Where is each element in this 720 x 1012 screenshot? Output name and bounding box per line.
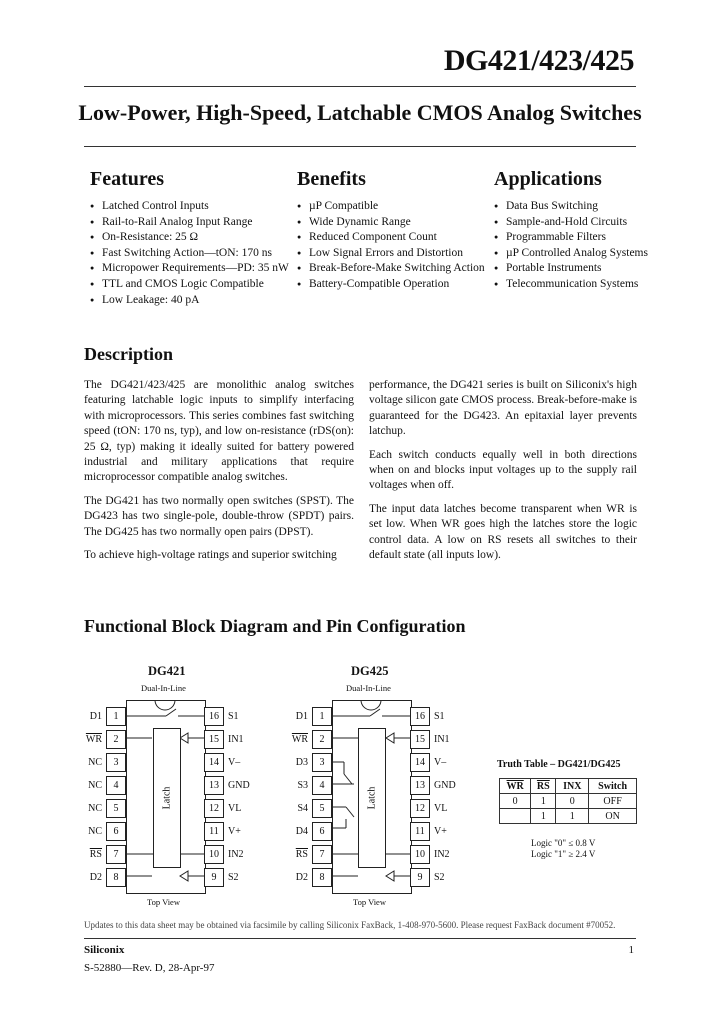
applications-item: ● Data Bus Switching [494,199,648,215]
pin-label: IN1 [228,734,244,745]
pin-number: 13 [410,776,430,795]
table-row [500,809,637,824]
pin-label: S1 [434,711,445,722]
pin-label: S2 [228,872,239,883]
pin-label: V– [228,757,241,768]
page-title: Low-Power, High-Speed, Latchable CMOS Analog Switches [78,100,642,125]
dg425-top-view: Top View [353,897,386,907]
pin-number: 8 [312,868,332,887]
pin-number: 3 [312,753,332,772]
dg421-title: DG421 [148,664,186,678]
pin-number: 16 [204,707,224,726]
features-item: ● TTL and CMOS Logic Compatible [90,277,289,293]
benefits-heading: Benefits [297,168,366,190]
truth-table-cell: 1 [556,809,589,824]
pin-number: 12 [204,799,224,818]
truth-table-cell: 0 [500,794,531,809]
pin-label: V+ [434,826,447,837]
pin-label: D4 [295,826,308,837]
pin-label: NC [88,826,102,837]
pin-label: S2 [434,872,445,883]
truth-table-header: $\overline{WR}$ [500,779,531,794]
title-rule [84,146,636,147]
benefits-list [297,199,485,293]
description-paragraph: The input data latches become transparent when WR is set low. When WR goes high the latches store the logic control data. A low on RS resets all switches to their default state (all inputs low). [369,502,637,562]
applications-item: ● Telecommunication Systems [494,277,648,293]
description-paragraph: To achieve high-voltage ratings and superior switching [84,549,337,562]
pin-label: V– [434,757,447,768]
pin-number: 10 [204,845,224,864]
pin-number: 12 [410,799,430,818]
features-item: ● Fast Switching Action—tON: 170 ns [90,246,289,262]
pin-label: D3 [295,757,308,768]
latch-label: Latch [161,786,173,810]
features-item: ● Rail-to-Rail Analog Input Range [90,215,289,231]
footer-rule [84,938,636,939]
pin-number: 11 [410,822,430,841]
pin-label: $\overline{RS}$ [295,849,308,860]
applications-item: ● Sample-and-Hold Circuits [494,215,648,231]
pin-label: S3 [297,780,308,791]
pin-label: VL [434,803,448,814]
pin-label: NC [88,803,102,814]
pin-number: 2 [312,730,332,749]
dg421-latch-block [153,728,181,868]
truth-table-cell: ON [589,809,637,824]
dg421-top-view: Top View [147,897,180,907]
pin-label: S4 [297,803,308,814]
dg425-package: Dual-In-Line [346,683,391,693]
truth-table-cell: 1 [531,809,556,824]
benefits-item: ● Break-Before-Make Switching Action [297,261,485,277]
pin-label: V+ [228,826,241,837]
latch-label: Latch [366,786,378,810]
truth-table-cell: 0 [556,794,589,809]
description-right-column [369,378,637,563]
features-list [90,199,289,308]
pin-label: IN1 [434,734,450,745]
footer-page-number: 1 [628,944,634,956]
pin-number: 7 [312,845,332,864]
truth-table-cell: 1 [531,794,556,809]
benefits-item: ● Low Signal Errors and Distortion [297,246,485,262]
pin-label: IN2 [434,849,450,860]
pin-label: IN2 [228,849,244,860]
applications-item: ● µP Controlled Analog Systems [494,246,648,262]
pin-number: 11 [204,822,224,841]
pin-number: 14 [410,753,430,772]
pin-label: D2 [89,872,102,883]
benefits-item: ● Battery-Compatible Operation [297,277,485,293]
features-item: ● Low Leakage: 40 pA [90,293,289,309]
pin-label: D1 [295,711,308,722]
pin-number: 8 [106,868,126,887]
pin-label: $\overline{RS}$ [89,849,102,860]
pin-number: 13 [204,776,224,795]
pin-number: 7 [106,845,126,864]
benefits-item: ● Reduced Component Count [297,230,485,246]
pin-label: $\overline{WR}$ [291,734,308,745]
applications-heading: Applications [494,168,602,190]
pin-number: 1 [106,707,126,726]
pin-number: 16 [410,707,430,726]
pin-number: 9 [410,868,430,887]
pin-number: 2 [106,730,126,749]
updates-note: Updates to this data sheet may be obtained via facsimile by calling Siliconix FaxBack, 1-408-970-5600. Please request FaxBack document #70052. [84,920,616,930]
pin-number: 9 [204,868,224,887]
description-paragraph: The DG421/423/425 are monolithic analog switches featuring latchable logic inputs to simplify interfacing with microprocessors. This series combines fast switching speed (tON: 170 ns, typ), and low on-resistance (rDS(on): 25 Ω, typ) making it ideally suited for battery powered industrial and military applications that require microprocessor compatible analog switches. [84,379,354,484]
pin-number: 6 [312,822,332,841]
pin-number: 5 [312,799,332,818]
pin-number: 4 [312,776,332,795]
dg425-title: DG425 [351,664,389,678]
pin-number: 1 [312,707,332,726]
pin-number: 3 [106,753,126,772]
logic-note: Logic "0" ≤ 0.8 V [531,838,596,848]
pin-label: VL [228,803,242,814]
features-item: ● Latched Control Inputs [90,199,289,215]
pin-label: $\overline{WR}$ [85,734,102,745]
pin-label: GND [434,780,456,791]
truth-table-title: Truth Table – DG421/DG425 [497,759,621,770]
pin-number: 15 [410,730,430,749]
description-paragraph: performance, the DG421 series is built on Siliconix's high voltage silicon gate CMOS process. Break-before-make is guaranteed for the DG423. An epitaxial layer prevents latchup. [369,379,637,438]
features-heading: Features [90,168,165,190]
truth-table-header: $\overline{RS}$ [531,779,556,794]
pin-number: 5 [106,799,126,818]
dg421-package: Dual-In-Line [141,683,186,693]
benefits-item: ● µP Compatible [297,199,485,215]
block-diagram-heading: Functional Block Diagram and Pin Configuration [84,616,466,636]
pin-label: GND [228,780,250,791]
footer-company: Siliconix [84,944,125,956]
truth-table [499,778,637,824]
table-row [500,794,637,809]
description-heading: Description [84,344,173,364]
pin-label: NC [88,757,102,768]
pin-number: 4 [106,776,126,795]
features-item: ● Micropower Requirements—PD: 35 nW [90,261,289,277]
benefits-item: ● Wide Dynamic Range [297,215,485,231]
pin-number: 15 [204,730,224,749]
pin-number: 10 [410,845,430,864]
pin-number: 6 [106,822,126,841]
applications-item: ● Programmable Filters [494,230,648,246]
features-item: ● On-Resistance: 25 Ω [90,230,289,246]
pin-label: S1 [228,711,239,722]
description-paragraph: The DG421 has two normally open switches (SPST). The DG423 has two single-pole, double-throw (SPDT) pairs. The DG425 has two normally open pairs (DPST). [84,494,354,538]
description-left-column [84,378,354,563]
applications-item: ● Portable Instruments [494,261,648,277]
pin-label: D1 [89,711,102,722]
logic-note: Logic "1" ≥ 2.4 V [531,849,596,859]
applications-list [494,199,648,293]
truth-table-cell: OFF [589,794,637,809]
dg425-latch-block [358,728,386,868]
truth-table-header: INX [556,779,589,794]
truth-table-notes [531,838,595,860]
footer-doc-number: S-52880—Rev. D, 28-Apr-97 [84,962,215,974]
description-paragraph: Each switch conducts equally well in both directions when on and blocks input voltages up to the supply rail voltages when off. [369,448,637,492]
truth-table-cell [500,809,531,824]
part-number: DG421/423/425 [443,44,634,77]
truth-table-header: Switch [589,779,637,794]
pin-number: 14 [204,753,224,772]
header-rule [84,86,636,87]
pin-label: NC [88,780,102,791]
pin-label: D2 [295,872,308,883]
